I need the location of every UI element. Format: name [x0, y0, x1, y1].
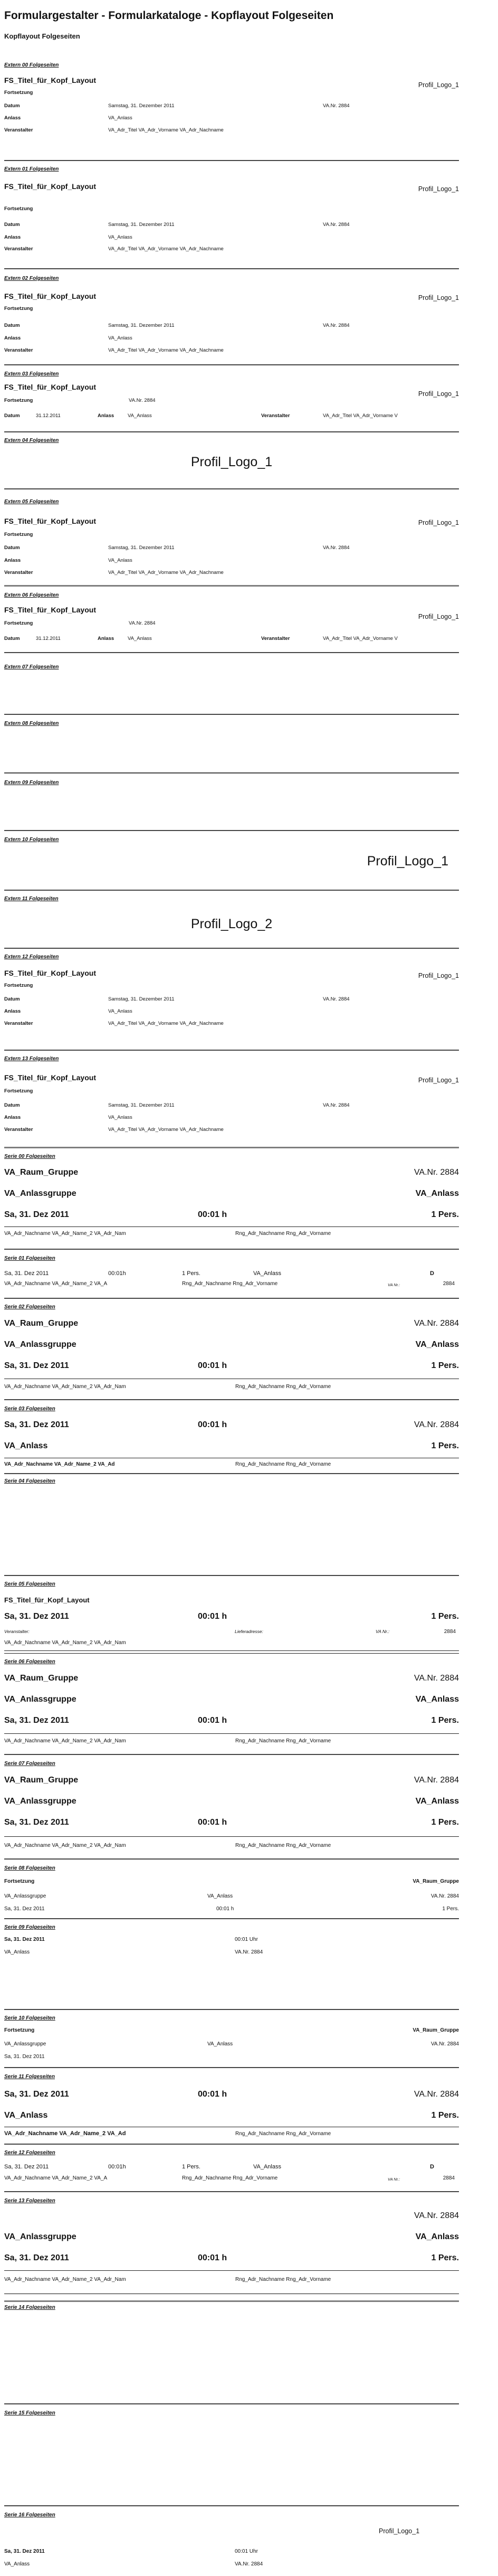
date-big: Sa, 31. Dez 2011	[4, 1612, 69, 1621]
va-anlass: VA_Anlass	[253, 1270, 281, 1277]
date-big: Sa, 31. Dez 2011	[4, 2090, 69, 2099]
section-label: Serie 13 Folgeseiten	[4, 2198, 55, 2204]
adr-line: VA_Adr_Nachname VA_Adr_Name_2 VA_Adr_Nam	[4, 1231, 126, 1237]
rule	[4, 1226, 459, 1227]
anlass-value: VA_Anlass	[108, 558, 132, 563]
section-label: Extern 10 Folgeseiten	[4, 837, 59, 843]
anlass-label: Anlass	[4, 234, 21, 240]
d-flag: D	[430, 2164, 434, 2170]
veranstalter-value: VA_Adr_Titel VA_Adr_Vorname VA_Adr_Nachname	[108, 1021, 224, 1026]
section-label: Extern 08 Folgeseiten	[4, 721, 59, 726]
pers-big: 1 Pers.	[431, 2253, 459, 2262]
divider	[4, 160, 459, 161]
profil-logo-1: Profil_Logo_1	[379, 2527, 420, 2535]
va-nr-value: 2884	[443, 1281, 455, 1287]
va-anlass: VA_Anlass	[4, 1949, 30, 1955]
raum-gruppe: VA_Raum_Gruppe	[413, 1879, 459, 1884]
anlassgruppe: VA_Anlassgruppe	[4, 1893, 46, 1899]
profil-logo-1: Profil_Logo_1	[190, 455, 273, 469]
fs-title: FS_Titel_für_Kopf_Layout	[4, 969, 96, 977]
section-label: Serie 15 Folgeseiten	[4, 2410, 55, 2416]
rule	[4, 1650, 459, 1651]
va-nr-value: 2884	[443, 2175, 455, 2181]
section-label: Extern 11 Folgeseiten	[4, 896, 59, 902]
fortsetzung: Fortsetzung	[4, 1879, 35, 1884]
fortsetzung: Fortsetzung	[4, 983, 33, 988]
pers-big: 1 Pers.	[431, 2111, 459, 2120]
datum-value: Samstag, 31. Dezember 2011	[108, 222, 175, 228]
divider	[4, 1653, 459, 1654]
anlassgruppe: VA_Anlassgruppe	[4, 1695, 76, 1704]
veranstalter-label: Veranstalter	[261, 636, 290, 641]
fs-title: FS_Titel_für_Kopf_Layout	[4, 182, 96, 191]
va-anlass-big: VA_Anlass	[415, 2232, 459, 2241]
va-anlass: VA_Anlass	[253, 2164, 281, 2170]
divider	[4, 830, 459, 831]
va-nr: VA.Nr. 2884	[129, 398, 156, 403]
anlass-label: Anlass	[4, 1008, 21, 1014]
veranstalter-value: VA_Adr_Titel VA_Adr_Vorname VA_Adr_Nachname	[108, 127, 224, 133]
time: 00:01h	[108, 2164, 126, 2170]
section-label: Extern 12 Folgeseiten	[4, 954, 59, 960]
time-big: 00:01 h	[198, 1818, 227, 1827]
section-label: Serie 01 Folgeseiten	[4, 1256, 55, 1261]
date: Sa, 31. Dez 2011	[4, 2054, 45, 2060]
time-big: 00:01 h	[198, 1716, 227, 1725]
va-nr-big: VA.Nr. 2884	[414, 1776, 459, 1785]
anlass-value: VA_Anlass	[108, 234, 132, 240]
veranstalter-label: Veranstalter	[4, 570, 33, 575]
profil-logo-2: Profil_Logo_2	[190, 917, 273, 931]
va-anlass-big: VA_Anlass	[415, 1797, 459, 1806]
veranstalter-value: VA_Adr_Titel VA_Adr_Vorname V	[323, 636, 398, 641]
adr-line: VA_Adr_Nachname VA_Adr_Name_2 VA_A	[4, 2175, 108, 2181]
anlass-label: Anlass	[98, 413, 114, 419]
anlass-label: Anlass	[4, 1115, 21, 1120]
datum-value: 31.12.2011	[36, 636, 61, 641]
fs-title: FS_Titel_für_Kopf_Layout	[4, 292, 96, 300]
divider	[4, 1858, 459, 1860]
section-label: Serie 14 Folgeseiten	[4, 2305, 55, 2310]
rule	[4, 1733, 459, 1734]
anlass-value: VA_Anlass	[108, 115, 132, 121]
pers: 1 Pers.	[442, 1906, 459, 1912]
time-big: 00:01 h	[198, 1420, 227, 1429]
profil-logo-1: Profil_Logo_1	[418, 613, 459, 620]
adr-line: VA_Adr_Nachname VA_Adr_Name_2 VA_Adr_Nam	[4, 1738, 126, 1744]
va-nr-value: 2884	[444, 1629, 456, 1635]
profil-logo-1: Profil_Logo_1	[418, 294, 459, 301]
va-anlass: VA_Anlass	[207, 2041, 233, 2047]
va-anlass-big: VA_Anlass	[415, 1695, 459, 1704]
adr-line: VA_Adr_Nachname VA_Adr_Name_2 VA_Adr_Nam	[4, 1640, 126, 1646]
rule	[4, 1836, 459, 1837]
rng-line: Rng_Adr_Nachname Rng_Adr_Vorname	[235, 1231, 331, 1237]
raum-gruppe: VA_Raum_Gruppe	[4, 1776, 79, 1785]
time-big: 00:01 h	[198, 2090, 227, 2099]
rule	[4, 2270, 459, 2271]
fortsetzung: Fortsetzung	[4, 398, 33, 403]
raum-gruppe: VA_Raum_Gruppe	[4, 1168, 79, 1177]
fortsetzung: Fortsetzung	[4, 306, 33, 312]
fortsetzung: Fortsetzung	[4, 1088, 33, 1094]
divider	[4, 268, 459, 269]
time: 00:01 Uhr	[235, 1937, 258, 1942]
anlassgruppe: VA_Anlassgruppe	[4, 2232, 76, 2241]
datum-label: Datum	[4, 1102, 20, 1108]
anlass-value: VA_Anlass	[108, 1008, 132, 1014]
page-title: Formulargestalter - Formularkataloge - Kopflayout Folgeseiten	[4, 10, 334, 22]
section-label: Extern 03 Folgeseiten	[4, 371, 59, 377]
va-anlass: VA_Anlass	[4, 2561, 30, 2567]
divider	[4, 431, 459, 432]
rng-line: Rng_Adr_Nachname Rng_Adr_Vorname	[235, 1738, 331, 1744]
anlass-label: Anlass	[98, 636, 114, 641]
datum-label: Datum	[4, 323, 20, 328]
va-nr-big: VA.Nr. 2884	[414, 1420, 459, 1429]
rng-line: Rng_Adr_Nachname Rng_Adr_Vorname	[235, 1384, 331, 1390]
fs-title: FS_Titel_für_Kopf_Layout	[4, 76, 96, 84]
page-subtitle: Kopflayout Folgeseiten	[4, 32, 80, 40]
va-nr: VA.Nr. 2884	[235, 2561, 263, 2567]
veranstalter-label: Veranstalter	[4, 1127, 33, 1133]
raum-gruppe: VA_Raum_Gruppe	[4, 1674, 79, 1683]
veranstalter-value: VA_Adr_Titel VA_Adr_Vorname VA_Adr_Nachname	[108, 246, 224, 252]
pers-big: 1 Pers.	[431, 1716, 459, 1725]
section-label: Extern 13 Folgeseiten	[4, 1056, 59, 1062]
anlassgruppe: VA_Anlassgruppe	[4, 1189, 76, 1198]
va-anlass: VA_Anlass	[207, 1893, 233, 1899]
datum-value: Samstag, 31. Dezember 2011	[108, 1102, 175, 1108]
va-nr-big: VA.Nr. 2884	[414, 1168, 459, 1177]
va-nr-big: VA.Nr. 2884	[414, 1319, 459, 1328]
profil-logo-1: Profil_Logo_1	[418, 390, 459, 398]
divider	[4, 1147, 459, 1148]
va-nr-big: VA.Nr. 2884	[414, 2090, 459, 2099]
va-anlass-big: VA_Anlass	[415, 1340, 459, 1349]
fortsetzung: Fortsetzung	[4, 532, 33, 537]
veranstalter-value: VA_Adr_Titel VA_Adr_Vorname VA_Adr_Nachname	[108, 1127, 224, 1133]
pers-big: 1 Pers.	[431, 1441, 459, 1450]
profil-logo-1: Profil_Logo_1	[418, 1077, 459, 1084]
pers-big: 1 Pers.	[431, 1210, 459, 1219]
va-nr: VA.Nr. 2884	[323, 1102, 350, 1108]
anlass-value: VA_Anlass	[108, 335, 132, 341]
section-label: Extern 09 Folgeseiten	[4, 780, 59, 786]
date-big: Sa, 31. Dez 2011	[4, 1818, 69, 1827]
section-label: Extern 06 Folgeseiten	[4, 592, 59, 598]
d-flag: D	[430, 1270, 434, 1277]
rng-line: Rng_Adr_Nachname Rng_Adr_Vorname	[182, 2175, 278, 2181]
raum-gruppe: VA_Raum_Gruppe	[413, 2027, 459, 2033]
section-label: Extern 00 Folgeseiten	[4, 62, 59, 68]
datum-value: 31.12.2011	[36, 413, 61, 419]
date-big: Sa, 31. Dez 2011	[4, 2253, 69, 2262]
date: Sa, 31. Dez 2011	[4, 1270, 49, 1277]
veranstalter-label: Veranstalter	[4, 127, 33, 133]
adr-line: VA_Adr_Nachname VA_Adr_Name_2 VA_Ad	[4, 2130, 126, 2137]
date: Sa, 31. Dez 2011	[4, 1937, 45, 1942]
anlass-value: VA_Anlass	[128, 636, 152, 641]
section-label: Serie 03 Folgeseiten	[4, 1406, 55, 1412]
anlass-value: VA_Anlass	[108, 1115, 132, 1120]
datum-value: Samstag, 31. Dezember 2011	[108, 323, 175, 328]
lieferadresse-label: Lieferadresse:	[235, 1629, 263, 1634]
section-label: Serie 08 Folgeseiten	[4, 1865, 55, 1871]
va-nr: VA.Nr. 2884	[430, 1893, 459, 1899]
veranstalter-label: Veranstalter:	[4, 1629, 30, 1634]
veranstalter-value: VA_Adr_Titel VA_Adr_Vorname VA_Adr_Nachname	[108, 347, 224, 353]
va-nr: VA.Nr. 2884	[129, 620, 156, 626]
fortsetzung: Fortsetzung	[4, 90, 33, 96]
va-nr-label: VA Nr.:	[376, 1629, 390, 1634]
profil-logo-1: Profil_Logo_1	[418, 81, 459, 89]
divider	[4, 1918, 459, 1919]
datum-label: Datum	[4, 222, 20, 228]
section-label: Extern 02 Folgeseiten	[4, 276, 59, 281]
divider	[4, 772, 459, 773]
section-label: Extern 05 Folgeseiten	[4, 499, 59, 505]
fortsetzung: Fortsetzung	[4, 2027, 35, 2033]
veranstalter-label: Veranstalter	[4, 347, 33, 353]
datum-label: Datum	[4, 996, 20, 1002]
divider	[4, 585, 459, 587]
anlass-value: VA_Anlass	[128, 413, 152, 419]
anlass-label: Anlass	[4, 335, 21, 341]
section-label: Serie 09 Folgeseiten	[4, 1924, 55, 1930]
section-label: Serie 10 Folgeseiten	[4, 2015, 55, 2021]
anlassgruppe: VA_Anlassgruppe	[4, 2041, 46, 2047]
time-big: 00:01 h	[198, 1361, 227, 1370]
va-anlass-big: VA_Anlass	[415, 1189, 459, 1198]
va-nr-big: VA.Nr. 2884	[414, 1674, 459, 1683]
va-nr-label: VA Nr.:	[388, 2177, 400, 2182]
time: 00:01 Uhr	[235, 2549, 258, 2554]
divider	[4, 2009, 459, 2010]
fs-title: FS_Titel_für_Kopf_Layout	[4, 1596, 90, 1604]
fs-title: FS_Titel_für_Kopf_Layout	[4, 1073, 96, 1082]
divider	[4, 1050, 459, 1051]
anlassgruppe: VA_Anlassgruppe	[4, 1340, 76, 1349]
veranstalter-value: VA_Adr_Titel VA_Adr_Vorname V	[323, 413, 398, 419]
va-nr: VA.Nr. 2884	[323, 545, 350, 551]
datum-value: Samstag, 31. Dezember 2011	[108, 996, 175, 1002]
va-nr: VA.Nr. 2884	[323, 222, 350, 228]
anlass-label: Anlass	[4, 115, 21, 121]
veranstalter-label: Veranstalter	[261, 413, 290, 419]
date-big: Sa, 31. Dez 2011	[4, 1716, 69, 1725]
profil-logo-1: Profil_Logo_1	[367, 854, 448, 869]
section-label: Extern 07 Folgeseiten	[4, 664, 59, 670]
va-nr-big: VA.Nr. 2884	[414, 2211, 459, 2220]
rng-line: Rng_Adr_Nachname Rng_Adr_Vorname	[235, 2277, 331, 2282]
pers-big: 1 Pers.	[431, 1612, 459, 1621]
section-label: Serie 12 Folgeseiten	[4, 2150, 55, 2156]
va-nr-label: VA Nr.:	[388, 1282, 400, 1287]
date-big: Sa, 31. Dez 2011	[4, 1210, 69, 1219]
va-nr: VA.Nr. 2884	[430, 2041, 459, 2047]
date: Sa, 31. Dez 2011	[4, 2164, 49, 2170]
time-big: 00:01 h	[198, 2253, 227, 2262]
section-label: Serie 16 Folgeseiten	[4, 2512, 55, 2518]
fortsetzung: Fortsetzung	[4, 206, 33, 212]
section-label: Serie 07 Folgeseiten	[4, 1761, 55, 1767]
divider	[4, 2403, 459, 2404]
rng-line: Rng_Adr_Nachname Rng_Adr_Vorname	[235, 1461, 331, 1467]
time: 00:01 h	[216, 1906, 234, 1912]
pers: 1 Pers.	[182, 2164, 200, 2170]
divider	[4, 1249, 459, 1250]
section-label: Serie 04 Folgeseiten	[4, 1478, 55, 1484]
divider	[4, 1754, 459, 1755]
datum-label: Datum	[4, 413, 20, 419]
time-big: 00:01 h	[198, 1210, 227, 1219]
time: 00:01h	[108, 1270, 126, 1277]
veranstalter-label: Veranstalter	[4, 1021, 33, 1026]
va-anlass-big: VA_Anlass	[4, 1441, 48, 1450]
section-label: Serie 00 Folgeseiten	[4, 1154, 55, 1159]
adr-line: VA_Adr_Nachname VA_Adr_Name_2 VA_Adr_Nam	[4, 2277, 126, 2282]
section-label: Serie 11 Folgeseiten	[4, 2074, 55, 2080]
va-anlass-big: VA_Anlass	[4, 2111, 48, 2120]
profil-logo-1: Profil_Logo_1	[418, 519, 459, 526]
va-nr: VA.Nr. 2884	[235, 1949, 263, 1955]
divider	[4, 1575, 459, 1576]
datum-value: Samstag, 31. Dezember 2011	[108, 103, 175, 109]
veranstalter-label: Veranstalter	[4, 246, 33, 252]
pers: 1 Pers.	[182, 1270, 200, 1277]
divider	[4, 2300, 459, 2302]
pers-big: 1 Pers.	[431, 1361, 459, 1370]
date-big: Sa, 31. Dez 2011	[4, 1420, 69, 1429]
rng-line: Rng_Adr_Nachname Rng_Adr_Vorname	[235, 1843, 331, 1848]
divider	[4, 2191, 459, 2192]
divider	[4, 714, 459, 715]
divider	[4, 2505, 459, 2506]
divider	[4, 1298, 459, 1299]
fortsetzung: Fortsetzung	[4, 620, 33, 626]
divider	[4, 652, 459, 653]
va-nr: VA.Nr. 2884	[323, 103, 350, 109]
anlassgruppe: VA_Anlassgruppe	[4, 1797, 76, 1806]
date: Sa, 31. Dez 2011	[4, 2549, 45, 2554]
divider	[4, 890, 459, 891]
divider	[4, 364, 459, 365]
divider	[4, 488, 459, 489]
time-big: 00:01 h	[198, 1612, 227, 1621]
datum-label: Datum	[4, 545, 20, 551]
divider	[4, 2144, 459, 2145]
adr-line: VA_Adr_Nachname VA_Adr_Name_2 VA_Ad	[4, 1461, 115, 1467]
rng-line: Rng_Adr_Nachname Rng_Adr_Vorname	[235, 2131, 331, 2137]
adr-line: VA_Adr_Nachname VA_Adr_Name_2 VA_Adr_Nam	[4, 1384, 126, 1390]
section-label: Extern 04 Folgeseiten	[4, 438, 59, 444]
section-label: Serie 05 Folgeseiten	[4, 1581, 55, 1587]
va-nr: VA.Nr. 2884	[323, 996, 350, 1002]
divider	[4, 2067, 459, 2068]
divider	[4, 1399, 459, 1400]
adr-line: VA_Adr_Nachname VA_Adr_Name_2 VA_Adr_Nam	[4, 1843, 126, 1848]
fs-title: FS_Titel_für_Kopf_Layout	[4, 517, 96, 525]
datum-label: Datum	[4, 636, 20, 641]
profil-logo-1: Profil_Logo_1	[418, 185, 459, 193]
divider	[4, 948, 459, 949]
date-big: Sa, 31. Dez 2011	[4, 1361, 69, 1370]
section-label: Serie 06 Folgeseiten	[4, 1659, 55, 1665]
section-label: Extern 01 Folgeseiten	[4, 166, 59, 172]
raum-gruppe: VA_Raum_Gruppe	[4, 1319, 79, 1328]
datum-label: Datum	[4, 103, 20, 109]
datum-value: Samstag, 31. Dezember 2011	[108, 545, 175, 551]
rng-line: Rng_Adr_Nachname Rng_Adr_Vorname	[182, 1281, 278, 1287]
profil-logo-1: Profil_Logo_1	[418, 972, 459, 979]
section-label: Serie 02 Folgeseiten	[4, 1304, 55, 1310]
fs-title: FS_Titel_für_Kopf_Layout	[4, 606, 96, 614]
date: Sa, 31. Dez 2011	[4, 1906, 45, 1912]
divider	[4, 1473, 459, 1474]
va-nr: VA.Nr. 2884	[323, 323, 350, 328]
pers-big: 1 Pers.	[431, 1818, 459, 1827]
fs-title: FS_Titel_für_Kopf_Layout	[4, 383, 96, 391]
veranstalter-value: VA_Adr_Titel VA_Adr_Vorname VA_Adr_Nachname	[108, 570, 224, 575]
adr-line: VA_Adr_Nachname VA_Adr_Name_2 VA_A	[4, 1281, 108, 1287]
anlass-label: Anlass	[4, 558, 21, 563]
